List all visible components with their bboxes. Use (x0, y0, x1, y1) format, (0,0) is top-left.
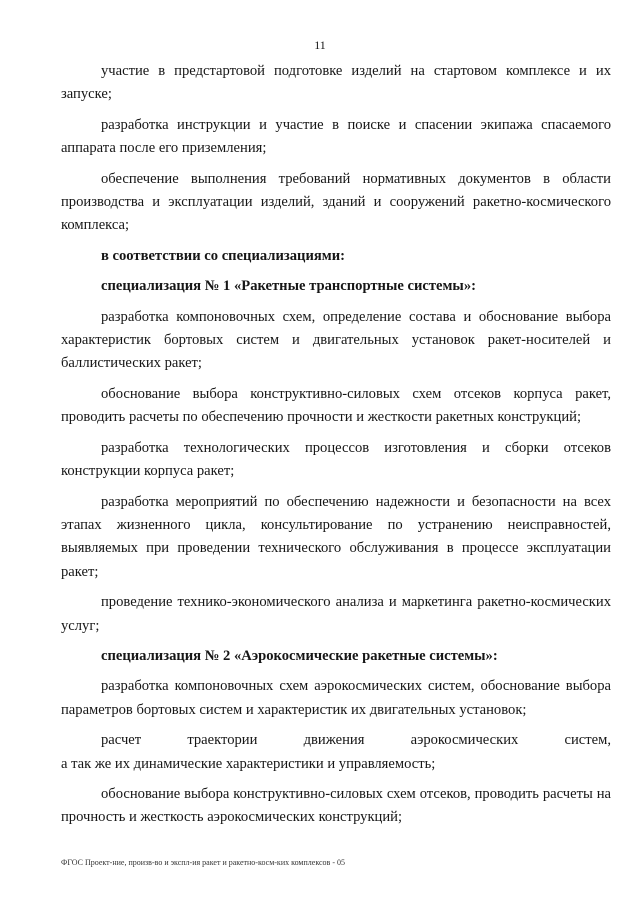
paragraph: обоснование выбора конструктивно-силовых схем отсеков, проводить расчеты на прочность и жесткость аэрокосмических конструкций; (61, 785, 611, 826)
paragraph: разработка технологических процессов изготовления и сборки отсеков конструкции корпуса ракет; (61, 439, 611, 480)
page-footer: ФГОС Проект-ние, произв-во и экспл-ия ракет и ракетно-косм-ких комплексов - 05 (61, 858, 345, 867)
paragraph: разработка мероприятий по обеспечению надежности и безопасности на всех этапах жизненного цикла, консультирование по устранению неисправностей, выявляемых при проведении технического обслуживания в процессе эксплуатации ракет; (61, 493, 611, 580)
paragraph: обоснование выбора конструктивно-силовых схем отсеков корпуса ракет, проводить расчеты по обеспечению прочности и жесткости ракетных конструкций; (61, 385, 611, 426)
page-number: 11 (314, 38, 326, 52)
document-body (61, 60, 611, 837)
paragraph: расчет траектории движения аэрокосмических систем, (101, 732, 611, 749)
paragraph: проведение технико-экономического анализа и маркетинга ракетно-космических услуг; (61, 594, 611, 634)
paragraph: участие в предстартовой подготовке изделий на стартовом комплексе и их запуске; (61, 63, 611, 103)
paragraph-continuation: а так же их динамические характеристики и управляемость; (61, 755, 436, 772)
paragraph: обеспечение выполнения требований нормативных документов в области производства и эксплуатации изделий, зданий и сооружений ракетно-космического комплекса; (61, 170, 611, 234)
specialization-heading: специализация № 1 «Ракетные транспортные системы»: (101, 278, 476, 295)
section-heading: в соответствии со специализациями: (101, 247, 345, 264)
paragraph: разработка компоновочных схем аэрокосмических систем, обоснование выбора параметров бортовых систем и характеристик их двигательных установок; (61, 678, 611, 718)
paragraph: разработка инструкции и участие в поиске и спасении экипажа спасаемого аппарата после его приземления; (61, 116, 611, 157)
specialization-heading: специализация № 2 «Аэрокосмические ракетные системы»: (101, 647, 498, 664)
paragraph: разработка компоновочных схем, определение состава и обоснование выбора характеристик бортовых систем и двигательных установок ракет-носителей и баллистических ракет; (61, 308, 611, 372)
